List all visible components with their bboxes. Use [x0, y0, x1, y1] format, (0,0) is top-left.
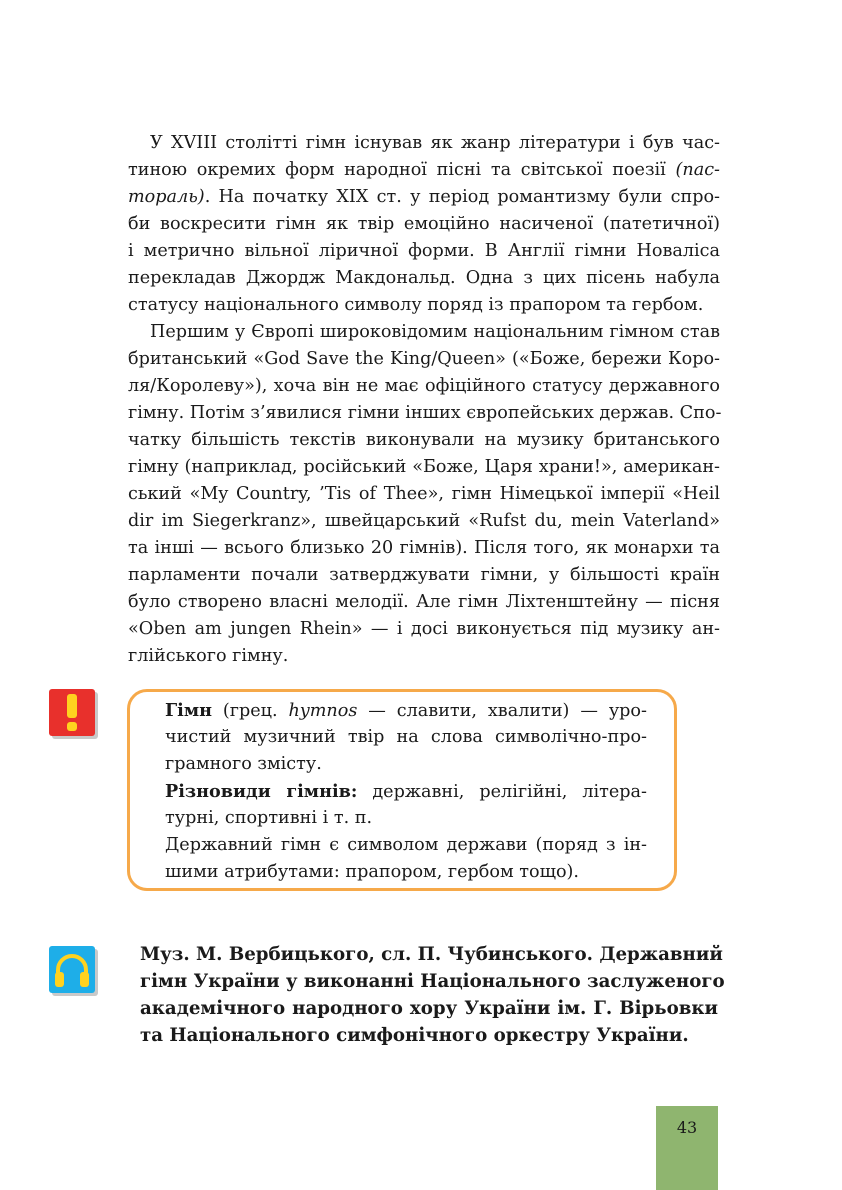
- headphones-glyph: [49, 946, 95, 993]
- paragraph-line: ля/Королеву»), хоча він не має офіційного статусу державного: [128, 376, 720, 396]
- page-number: 43: [676, 1118, 698, 1137]
- paragraph-line: парламенти почали затверджувати гімни, у більшості країн: [128, 565, 720, 585]
- paragraph-line: британський «God Save the King/Queen» («Боже, бережи Коро-: [128, 349, 720, 369]
- audio-line: Муз. М. Вербицького, сл. П. Чубинського. Державний: [140, 944, 723, 965]
- paragraph-line: і метрично вільної ліричної форми. В Англії гімни Новаліса: [128, 241, 720, 261]
- paragraph-line: чатку більшість текстів виконували на музику британського: [128, 430, 720, 450]
- paragraph-line: «Oben am jungen Rhein» — і досі виконується під музику ан-: [128, 619, 720, 639]
- paragraph-line: би воскресити гімн як твір емоційно насиченої (патетичної): [128, 214, 720, 234]
- paragraph-line: [128, 157, 720, 184]
- paragraph-line: було створено власні мелодії. Але гімн Ліхтенштейну — пісня: [128, 592, 720, 612]
- definition-line: [165, 778, 647, 806]
- definition-line: чистий музичний твір на слова символічно-про-: [165, 727, 647, 747]
- italic-term: тораль): [128, 187, 205, 207]
- definition-line: турні, спортивні і т. п.: [165, 808, 373, 828]
- audio-line: та Національного симфонічного оркестру України.: [140, 1025, 689, 1046]
- paragraph-line: статусу національного символу поряд із прапором та гербом.: [128, 295, 704, 315]
- text-span: державні, релігійні, літера-: [357, 782, 647, 802]
- paragraph-line: [128, 184, 720, 211]
- paragraph-line: Першим у Європі широковідомим національним гімном став: [150, 322, 720, 342]
- definition-line: [165, 697, 647, 725]
- exclamation-glyph: [49, 689, 95, 736]
- definition-line: грамного змісту.: [165, 754, 322, 774]
- text-span: — славити, хвалити) — уро-: [357, 701, 647, 721]
- headphones-icon: [49, 946, 95, 993]
- paragraph-line: dir im Siegerkranz», швейцарський «Rufst du, mein Vaterland»: [128, 511, 720, 531]
- paragraph-line: У XVIII столітті гімн існував як жанр літератури і був час-: [150, 133, 720, 153]
- text-span: (грец.: [212, 701, 289, 721]
- paragraph-line: та інші — всього близько 20 гімнів). Після того, як монархи та: [128, 538, 720, 558]
- paragraph-line: ський «My Country, ’Tis of Thee», гімн Німецької імперії «Heil: [128, 484, 720, 504]
- italic-term: hymnos: [288, 701, 358, 721]
- term-bold: Гімн: [165, 700, 212, 721]
- text-span: тиною окремих форм народної пісні та світської поезії: [128, 160, 676, 180]
- paragraph-line: гімну. Потім з’явилися гімни інших європейських держав. Спо-: [128, 403, 722, 423]
- paragraph-line: глійського гімну.: [128, 646, 289, 666]
- italic-term: (пас-: [675, 160, 720, 180]
- types-label: Різновиди гімнів:: [165, 781, 358, 802]
- text-span: . На початку XIX ст. у період романтизму були спро-: [204, 187, 720, 207]
- exclamation-icon: [49, 689, 95, 736]
- definition-line: шими атрибутами: прапором, гербом тощо).: [165, 862, 580, 882]
- paragraph-line: перекладав Джордж Макдональд. Одна з цих пісень набула: [128, 268, 720, 288]
- audio-line: гімн України у виконанні Національного заслуженого: [140, 971, 725, 992]
- audio-line: академічного народного хору України ім. Г. Вірьовки: [140, 998, 718, 1019]
- paragraph-line: гімну (наприклад, російський «Боже, Царя храни!», американ-: [128, 457, 720, 477]
- definition-line: Державний гімн є символом держави (поряд з ін-: [165, 835, 647, 855]
